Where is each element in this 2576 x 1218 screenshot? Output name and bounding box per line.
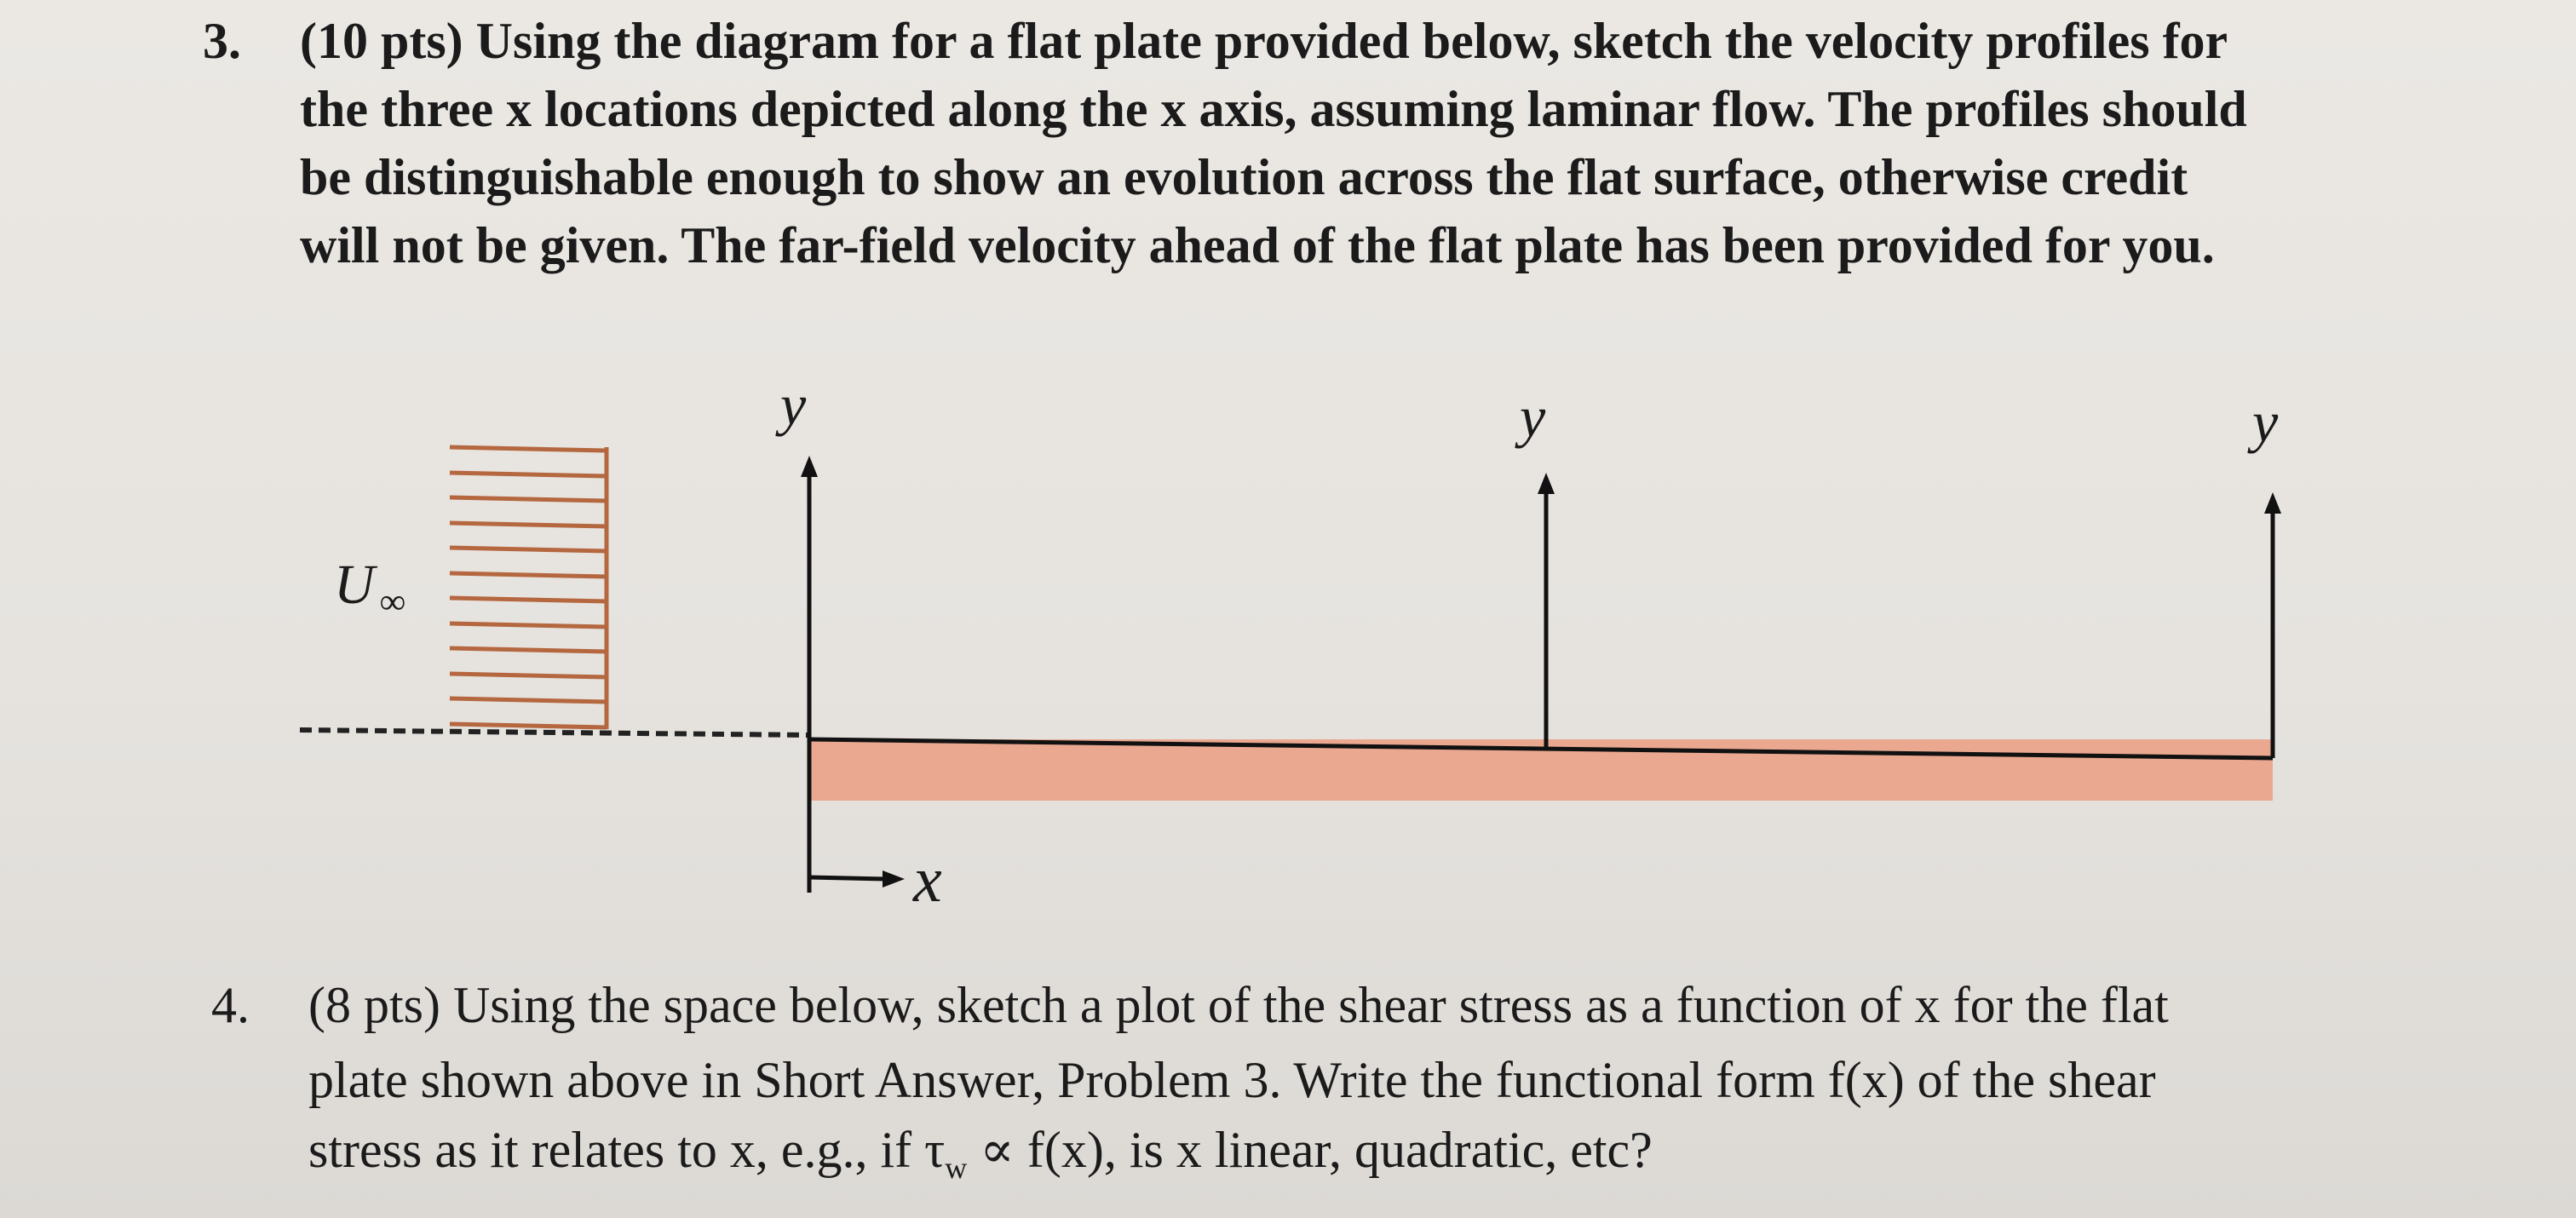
problem-4-tau-subscript: w [945,1151,968,1185]
y-axis-1-label: y [780,372,807,437]
problem-3-line-3: be distinguishable enough to show an evolution across the flat surface, otherwise credit [300,149,2188,205]
freestream-velocity-label [334,554,405,622]
problem-4-line-3-start: stress as it relates to x, e.g., if τ [308,1122,946,1178]
problem-4-number: 4. [211,977,250,1033]
problem-3-line-4: will not be given. The far-field velocity ahead of the flat plate has been provided for you. [300,217,2215,273]
problem-4-line-3 [308,1124,1653,1183]
y-axis-2-label: y [1520,384,1546,449]
y-axis-1 [775,372,818,893]
y-axis-2 [1515,384,1555,748]
freestream-arrows [450,447,607,729]
problem-3-line-1: (10 pts) Using the diagram for a flat plate provided below, sketch the velocity profiles for [300,13,2228,69]
x-axis-label: x [913,844,942,916]
x-axis [809,844,942,916]
y-axis-3-label: y [2252,389,2279,454]
problem-3-number: 3. [203,13,241,69]
problem-4-line-1: (8 pts) Using the space below, sketch a plot of the shear stress as a function of x for the flat [308,977,2169,1033]
freestream-label-subscript: ∞ [380,583,405,622]
freestream-label-u: U [334,554,375,616]
problem-3-line-2: the three x locations depicted along the x axis, assuming laminar flow. The profiles should [300,81,2247,137]
upstream-dashed-line [300,730,809,735]
problem-4-line-3-rest: ∝ f(x), is x linear, quadratic, etc? [967,1122,1653,1178]
y-axis-3 [2247,389,2281,758]
problem-4-line-2: plate shown above in Short Answer, Problem 3. Write the functional form f(x) of the shear [308,1052,2156,1108]
